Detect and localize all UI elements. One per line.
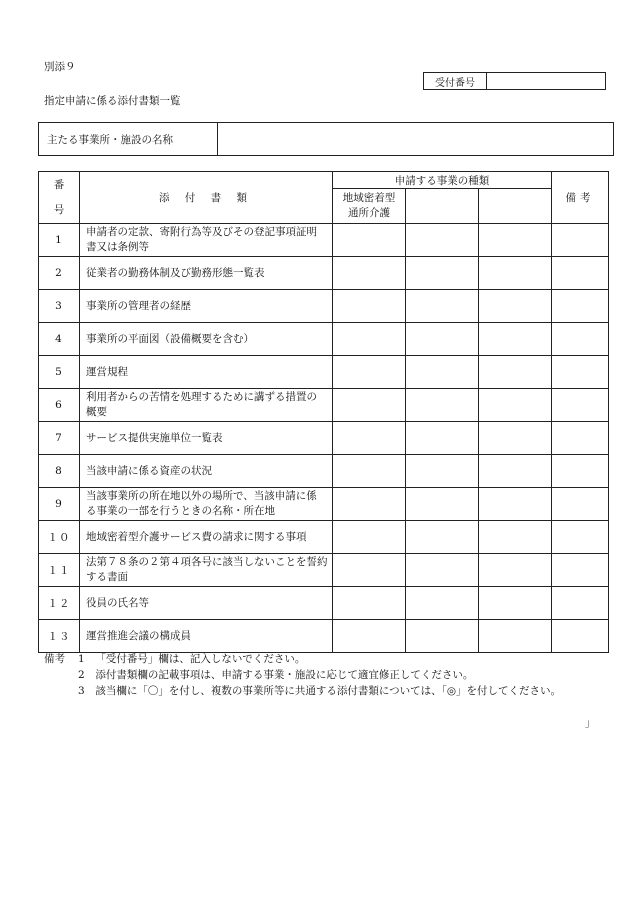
row-number: １０: [39, 521, 80, 554]
check-cell[interactable]: [333, 356, 406, 389]
row-document-line1: 当該事業所の所在地以外の場所で、当該申請に係: [86, 490, 317, 502]
row-document-line2: する書面: [86, 571, 128, 583]
check-cell[interactable]: [479, 422, 552, 455]
row-document: 地域密着型介護サービス費の請求に関する事項: [80, 521, 333, 554]
table-row: [39, 389, 609, 422]
row-document: 当該申請に係る資産の状況: [80, 455, 333, 488]
check-cell[interactable]: [406, 224, 479, 257]
table-row: [39, 290, 609, 323]
table-row: [39, 620, 609, 653]
check-cell[interactable]: [479, 224, 552, 257]
header-service-1-line1: 地域密着型: [342, 192, 396, 204]
check-cell[interactable]: [333, 257, 406, 290]
remarks-cell[interactable]: [552, 554, 609, 587]
row-number: 2: [39, 257, 80, 290]
note-number: 2: [78, 669, 85, 681]
facility-name-field[interactable]: [218, 123, 614, 156]
row-document-line1: 利用者からの苦情を処理するために講ずる措置の: [86, 391, 317, 403]
table-row: [39, 323, 609, 356]
receipt-number-box: [423, 72, 606, 90]
table-row: [39, 356, 609, 389]
row-document: サービス提供実施単位一覧表: [80, 422, 333, 455]
header-documents: 添 付 書 類: [80, 172, 333, 224]
check-cell[interactable]: [479, 455, 552, 488]
row-document-line2: 概要: [86, 406, 107, 418]
remarks-cell[interactable]: [552, 587, 609, 620]
check-cell[interactable]: [406, 488, 479, 521]
row-number: 7: [39, 422, 80, 455]
check-cell[interactable]: [406, 620, 479, 653]
check-cell[interactable]: [406, 422, 479, 455]
row-number: 6: [39, 389, 80, 422]
row-number: １２: [39, 587, 80, 620]
header-service-types: 申請する事業の種類: [333, 172, 552, 189]
attachment-label: 別添９: [44, 61, 76, 73]
remarks-cell[interactable]: [552, 488, 609, 521]
header-service-1-line2: 通所介護: [348, 207, 390, 219]
row-number: 9: [39, 488, 80, 521]
row-number: 3: [39, 290, 80, 323]
row-document-line1: 申請者の定款、寄附行為等及びその登記事項証明: [86, 226, 317, 238]
row-number: １３: [39, 620, 80, 653]
check-cell[interactable]: [333, 290, 406, 323]
note-item: [44, 683, 561, 699]
row-document: 運営推進会議の構成員: [80, 620, 333, 653]
remarks-cell[interactable]: [552, 620, 609, 653]
check-cell[interactable]: [333, 224, 406, 257]
table-row: [39, 257, 609, 290]
check-cell[interactable]: [406, 455, 479, 488]
note-text: 添付書類欄の記載事項は、申請する事業・施設に応じて適宜修正してください。: [95, 669, 474, 681]
table-row: [39, 488, 609, 521]
check-cell[interactable]: [479, 257, 552, 290]
note-text: 「受付番号」欄は、記入しないでください。: [95, 653, 306, 665]
row-document: 役員の氏名等: [80, 587, 333, 620]
remarks-cell[interactable]: [552, 323, 609, 356]
notes-section: [44, 651, 561, 699]
receipt-number-field[interactable]: [487, 73, 606, 90]
check-cell[interactable]: [333, 323, 406, 356]
row-document-line2: る事業の一部を行うときの名称・所在地: [86, 505, 275, 517]
row-document: 事業所の平面図（設備概要を含む）: [80, 323, 333, 356]
check-cell[interactable]: [333, 620, 406, 653]
row-document: [80, 554, 333, 587]
row-number: 1: [39, 224, 80, 257]
note-number: 3: [78, 685, 85, 697]
remarks-cell[interactable]: [552, 455, 609, 488]
table-row: [39, 224, 609, 257]
check-cell[interactable]: [406, 356, 479, 389]
check-cell[interactable]: [479, 356, 552, 389]
header-service-3: [479, 189, 552, 224]
row-number: 8: [39, 455, 80, 488]
check-cell[interactable]: [479, 290, 552, 323]
facility-name-box: [38, 122, 614, 156]
remarks-cell[interactable]: [552, 521, 609, 554]
check-cell[interactable]: [333, 455, 406, 488]
check-cell[interactable]: [333, 389, 406, 422]
row-number: 4: [39, 323, 80, 356]
check-cell[interactable]: [333, 422, 406, 455]
check-cell[interactable]: [406, 554, 479, 587]
remarks-cell[interactable]: [552, 257, 609, 290]
note-number: 1: [78, 653, 85, 665]
check-cell[interactable]: [406, 257, 479, 290]
check-cell[interactable]: [406, 290, 479, 323]
row-document: [80, 488, 333, 521]
table-row: [39, 554, 609, 587]
check-cell[interactable]: [333, 521, 406, 554]
check-cell[interactable]: [479, 323, 552, 356]
receipt-number-label: 受付番号: [424, 73, 487, 90]
check-cell[interactable]: [333, 587, 406, 620]
header-number: [39, 172, 80, 224]
check-cell[interactable]: [333, 554, 406, 587]
remarks-cell[interactable]: [552, 422, 609, 455]
check-cell[interactable]: [479, 554, 552, 587]
row-number: 5: [39, 356, 80, 389]
row-number: １１: [39, 554, 80, 587]
attachment-table: [38, 171, 609, 653]
header-remarks: 備考: [552, 172, 609, 224]
row-document: 事業所の管理者の経歴: [80, 290, 333, 323]
check-cell[interactable]: [479, 620, 552, 653]
table-row: [39, 521, 609, 554]
remarks-cell[interactable]: [552, 389, 609, 422]
notes-label: 備考: [44, 653, 65, 665]
remarks-cell[interactable]: [552, 290, 609, 323]
table-row: [39, 455, 609, 488]
check-cell[interactable]: [479, 587, 552, 620]
header-service-2: [406, 189, 479, 224]
check-cell[interactable]: [406, 323, 479, 356]
header-number-line1: 番: [53, 178, 65, 191]
facility-name-label: 主たる事業所・施設の名称: [39, 123, 218, 156]
check-cell[interactable]: [479, 521, 552, 554]
header-service-1: [333, 189, 406, 224]
remarks-cell[interactable]: [552, 224, 609, 257]
note-text: 該当欄に「〇」を付し、複数の事業所等に共通する添付書類については、「◎」を付してください。: [95, 685, 562, 697]
row-document: 運営規程: [80, 356, 333, 389]
row-document: 従業者の勤務体制及び勤務形態一覧表: [80, 257, 333, 290]
check-cell[interactable]: [406, 587, 479, 620]
header-number-line2: 号: [53, 203, 65, 216]
check-cell[interactable]: [406, 521, 479, 554]
note-item: [44, 651, 561, 667]
row-document: [80, 389, 333, 422]
table-row: [39, 422, 609, 455]
row-document-line2: 書又は条例等: [86, 241, 149, 253]
row-document: [80, 224, 333, 257]
note-item: [44, 667, 561, 683]
document-title: 指定申請に係る添付書類一覧: [44, 95, 181, 107]
check-cell[interactable]: [406, 389, 479, 422]
table-row: [39, 587, 609, 620]
remarks-cell[interactable]: [552, 356, 609, 389]
closing-bracket: 」: [585, 717, 596, 729]
check-cell[interactable]: [479, 389, 552, 422]
check-cell[interactable]: [333, 488, 406, 521]
row-document-line1: 法第７８条の２第４項各号に該当しないことを誓約: [86, 556, 328, 568]
check-cell[interactable]: [479, 488, 552, 521]
